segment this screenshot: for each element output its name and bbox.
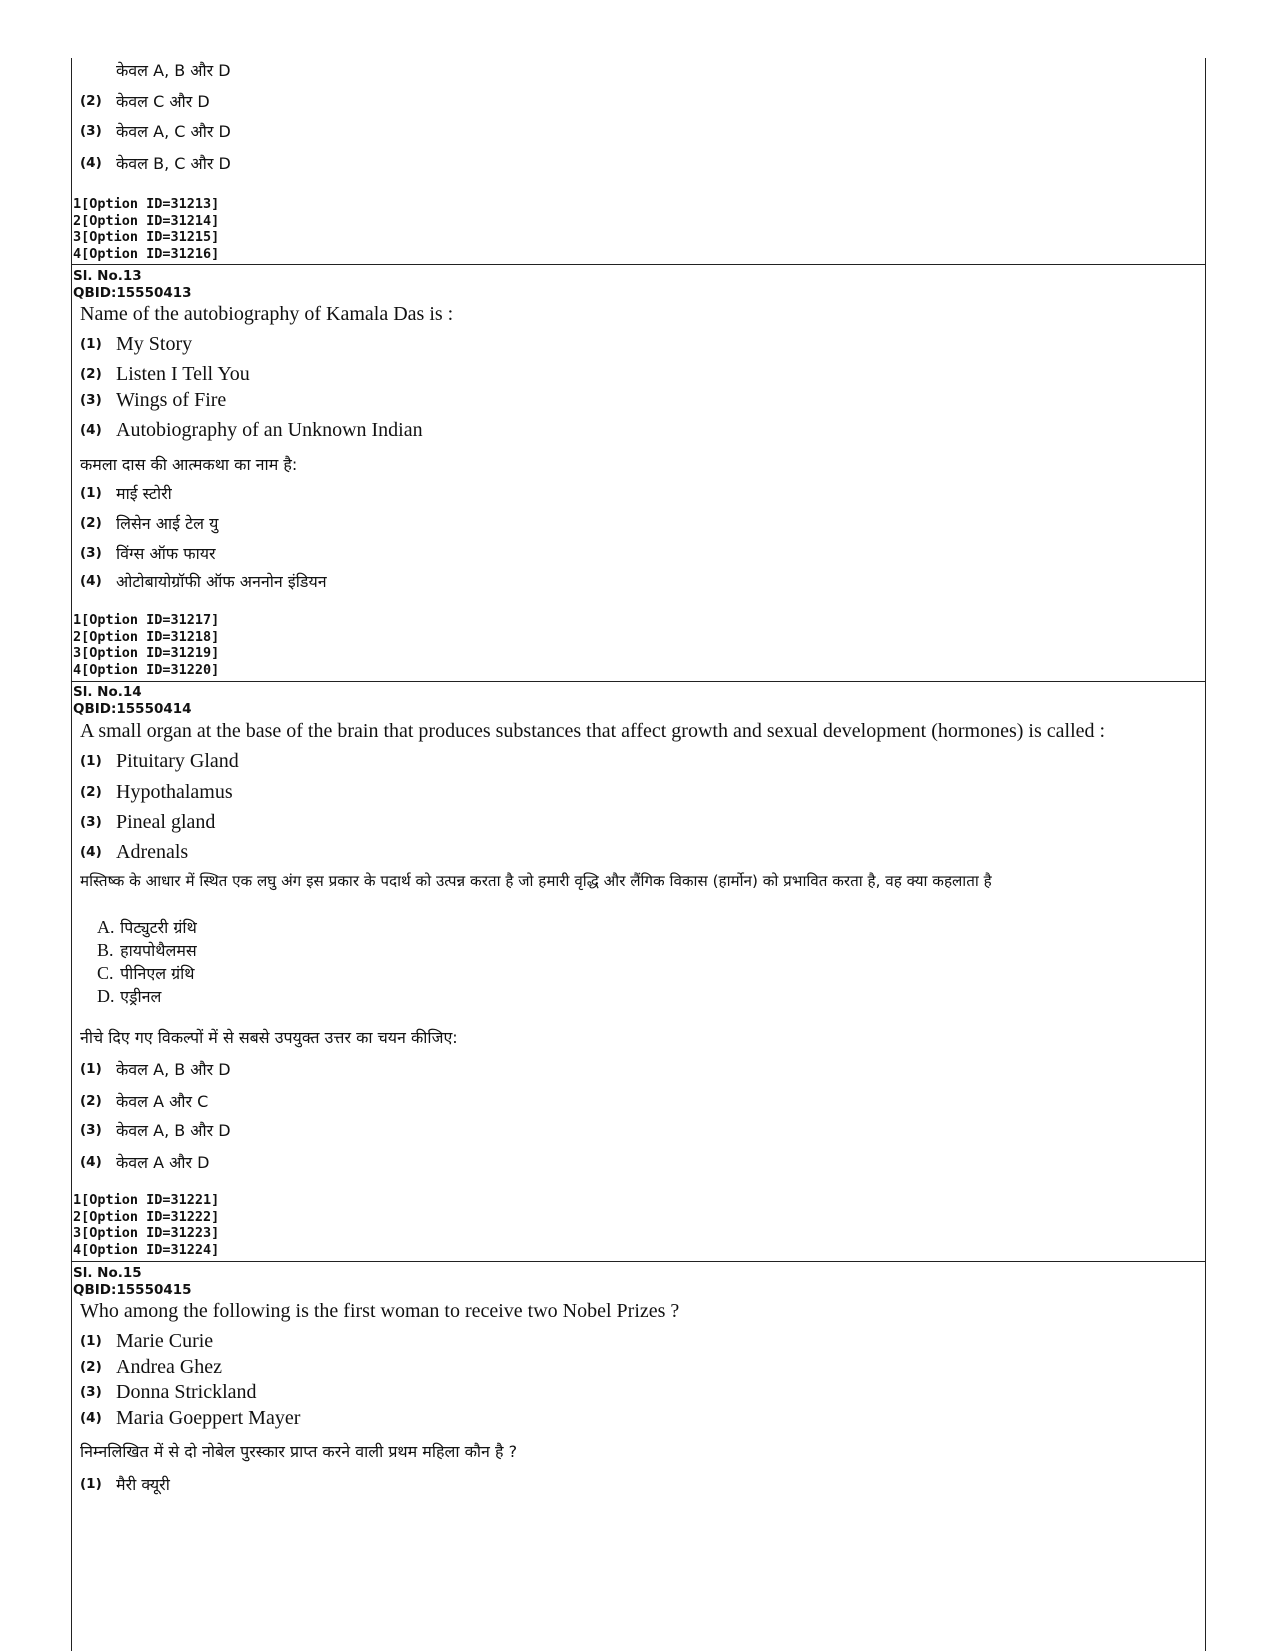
qbid: QBID:15550413	[73, 284, 192, 301]
option-ids: 1[Option ID=31217] 2[Option ID=31218] 3[Option ID=31219] 4[Option ID=31220]	[73, 612, 220, 678]
option-number: (4)	[80, 422, 102, 438]
option-row	[80, 1356, 222, 1379]
option-row	[80, 512, 218, 534]
option-row	[80, 482, 172, 504]
option-number: (3)	[80, 814, 102, 830]
option-number: (4)	[80, 1154, 102, 1170]
option-number: (3)	[80, 545, 102, 561]
option-number: (3)	[80, 392, 102, 408]
option-number: (4)	[80, 573, 102, 589]
option-row	[80, 570, 327, 592]
option-text: Pituitary Gland	[116, 750, 239, 772]
option-text: केवल C और D	[116, 92, 210, 111]
option-text: लिसेन आई टेल यु	[116, 514, 219, 533]
option-text: Wings of Fire	[116, 389, 227, 411]
option-row	[80, 750, 239, 773]
option-row	[80, 1330, 213, 1353]
option-text: Marie Curie	[116, 1330, 214, 1352]
qbid: QBID:15550415	[73, 1281, 192, 1298]
option-row	[80, 419, 423, 442]
question-text-en: Name of the autobiography of Kamala Das is :	[80, 303, 454, 325]
question-text-en: A small organ at the base of the brain that produces substances that affect growth and sexual development (hormones) is called :	[80, 720, 1106, 742]
option-text: Andrea Ghez	[116, 1356, 223, 1378]
option-number: (4)	[80, 155, 102, 171]
option-text: केवल A और C	[116, 1092, 209, 1111]
list-item: D. एड्रीनल	[97, 986, 162, 1006]
option-number: (4)	[80, 844, 102, 860]
option-number: (2)	[80, 1359, 102, 1375]
option-row	[80, 811, 215, 834]
option-text: Maria Goeppert Mayer	[116, 1407, 301, 1429]
option-row	[80, 333, 192, 356]
option-row	[80, 841, 188, 864]
question-text-hi: मस्तिष्क के आधार में स्थित एक लघु अंग इस प्रकार के पदार्थ को उत्पन्न करता है जो हमारी वृद्धि और लैंगिक विकास (हार्मोन) को प्रभावित करता है, वह क्या कहलाता है	[80, 872, 992, 890]
option-number: (2)	[80, 93, 102, 109]
serial-number: Sl. No.13	[73, 268, 142, 284]
instruction-text-hi: नीचे दिए गए विकल्पों में से सबसे उपयुक्त उत्तर का चयन कीजिए:	[80, 1028, 458, 1047]
option-row	[80, 90, 210, 112]
option-row	[80, 1151, 209, 1173]
option-number: (1)	[80, 336, 102, 352]
question-text-en: Who among the following is the first woman to receive two Nobel Prizes ?	[80, 1300, 680, 1322]
option-text: केवल A और D	[116, 1153, 210, 1172]
option-number: (1)	[80, 1333, 102, 1349]
option-number: (2)	[80, 784, 102, 800]
option-row	[80, 1090, 208, 1112]
option-text: Autobiography of an Unknown Indian	[116, 419, 423, 441]
question-meta	[73, 1265, 192, 1298]
qbid: QBID:15550414	[73, 700, 192, 717]
option-row	[80, 1407, 300, 1430]
option-text: Donna Strickland	[116, 1381, 257, 1403]
option-text: विंग्स ऑफ फायर	[116, 544, 216, 563]
option-row	[80, 389, 226, 412]
list-item: A. पिट्युटरी ग्रंथि	[97, 917, 197, 937]
list-item: B. हायपोथैलमस	[97, 940, 197, 960]
question-divider	[71, 264, 1206, 265]
option-row	[80, 542, 216, 564]
option-number: (1)	[80, 485, 102, 501]
option-text: Pineal gland	[116, 811, 216, 833]
option-row	[80, 781, 233, 804]
option-ids: 1[Option ID=31213] 2[Option ID=31214] 3[Option ID=31215] 4[Option ID=31216]	[73, 196, 220, 262]
option-row	[80, 59, 231, 81]
statement-list	[97, 916, 197, 1008]
option-row	[80, 1473, 170, 1495]
option-row	[80, 120, 231, 142]
option-row	[80, 152, 231, 174]
question-divider	[71, 1261, 1206, 1262]
option-number: (1)	[80, 753, 102, 769]
option-text: मैरी क्यूरी	[116, 1475, 170, 1494]
option-number: (2)	[80, 1093, 102, 1109]
option-number: (3)	[80, 1384, 102, 1400]
serial-number: Sl. No.15	[73, 1265, 142, 1281]
option-text: केवल A, B और D	[116, 1060, 231, 1079]
option-text: ओटोबायोग्रॉफी ऑफ अननोन इंडियन	[116, 572, 327, 591]
question-meta	[73, 684, 192, 717]
question-text-hi: कमला दास की आत्मकथा का नाम है:	[80, 455, 298, 474]
option-row	[80, 363, 250, 386]
option-number: (3)	[80, 1122, 102, 1138]
option-row	[80, 1058, 231, 1080]
option-ids: 1[Option ID=31221] 2[Option ID=31222] 3[Option ID=31223] 4[Option ID=31224]	[73, 1192, 220, 1258]
option-row	[80, 1381, 257, 1404]
option-number: (2)	[80, 366, 102, 382]
option-text: Hypothalamus	[116, 781, 233, 803]
option-text: माई स्टोरी	[116, 484, 172, 503]
question-meta	[73, 268, 192, 301]
option-text: Listen I Tell You	[116, 363, 250, 385]
option-number: (1)	[80, 1476, 102, 1492]
option-row	[80, 1119, 231, 1141]
option-text: केवल A, C और D	[116, 122, 231, 141]
option-text: केवल A, B और D	[116, 1121, 231, 1140]
option-text: केवल A, B और D	[116, 61, 231, 80]
option-text: My Story	[116, 333, 193, 355]
option-text: Adrenals	[116, 841, 189, 863]
list-item: C. पीनिएल ग्रंथि	[97, 963, 195, 983]
option-number: (2)	[80, 515, 102, 531]
option-number: (3)	[80, 123, 102, 139]
serial-number: Sl. No.14	[73, 684, 142, 700]
option-number: (1)	[80, 1061, 102, 1077]
question-text-hi: निम्नलिखित में से दो नोबेल पुरस्कार प्राप्त करने वाली प्रथम महिला कौन है ?	[80, 1442, 518, 1461]
option-number: (4)	[80, 1410, 102, 1426]
option-text: केवल B, C और D	[116, 154, 231, 173]
question-divider	[71, 681, 1206, 682]
